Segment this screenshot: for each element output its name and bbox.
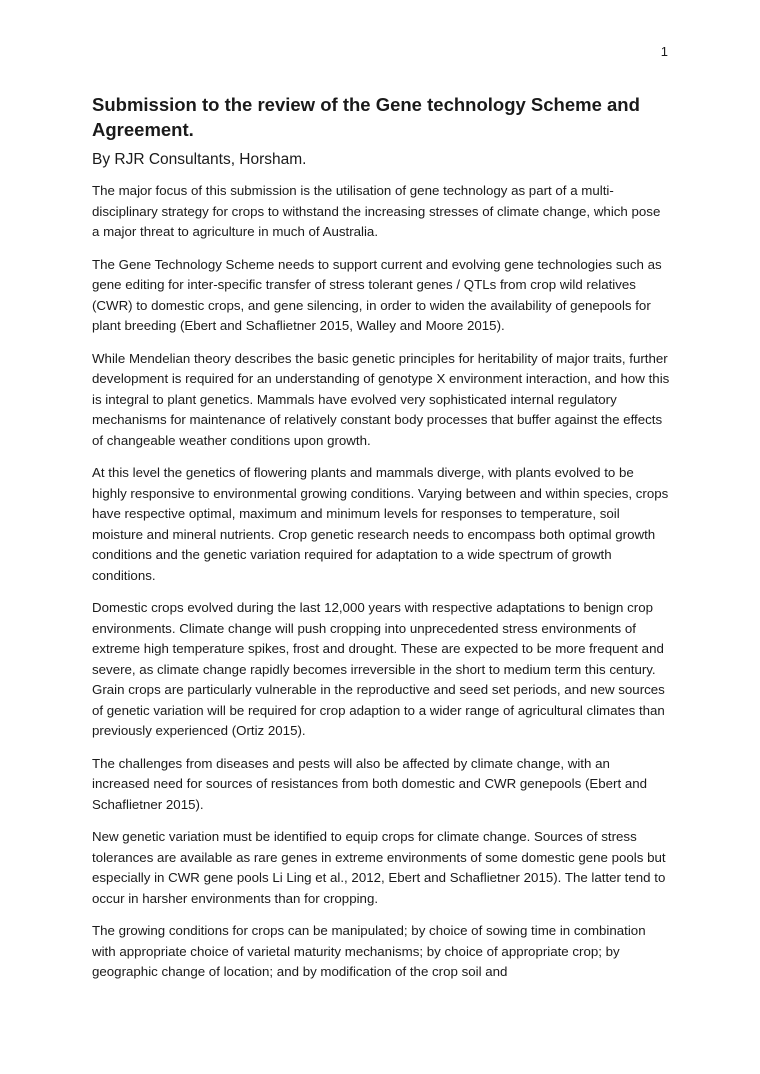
paragraph-7: New genetic variation must be identified to equip crops for climate change. Sources of stress tolerances are available as rare genes in extreme environments of some domestic gene pools but especially in CWR gene pools Li Ling et al., 2012, Ebert and Schaflietner 2015). The latter tend to occur in harsher environments than for cropping. [92, 829, 666, 906]
page-number: 1 [660, 44, 668, 59]
document-body [92, 92, 670, 995]
paragraph-8: The growing conditions for crops can be manipulated; by choice of sowing time in combination with appropriate choice of varietal maturity mechanisms; by choice of appropriate crop; by geographic change of location; and by modification of the crop soil and [92, 923, 646, 979]
document-byline: By RJR Consultants, Horsham. [92, 151, 307, 168]
paragraph-2: The Gene Technology Scheme needs to support current and evolving gene technologies such as gene editing for inter-specific transfer of stress tolerant genes / QTLs from crop wild relatives (CWR) to domestic crops, and gene silencing, in order to widen the availability of genepools for plant breeding (Ebert and Schaflietner 2015, Walley and Moore 2015). [92, 256, 662, 333]
paragraph-1: The major focus of this submission is the utilisation of gene technology as part of a multi-disciplinary strategy for crops to withstand the increasing stresses of climate change, which pose a major threat to agriculture in much of Australia. [92, 183, 661, 239]
paragraph-6: The challenges from diseases and pests will also be affected by climate change, with an increased need for sources of resistances from both domestic and CWR genepools (Ebert and Schaflietner 2015). [92, 755, 648, 812]
paragraph-4: At this level the genetics of flowering plants and mammals diverge, with plants evolved to be highly responsive to environmental growing conditions. Varying between and within species, crops have respective optimal, maximum and minimum levels for responses to temperature, soil moisture and mineral nutrients. Crop genetic research needs to encompass both optimal growth conditions and the genetic variation required for adaptation to a wide spectrum of growth conditions. [92, 465, 669, 583]
paragraph-5: Domestic crops evolved during the last 12,000 years with respective adaptations to benign crop environments. Climate change will push cropping into unprecedented stress environments of extreme high temperature spikes, frost and drought. These are expected to be more frequent and severe, as climate change rapidly becomes irreversible in the short to medium term this century. Grain crops are particularly vulnerable in the reproductive and seed set periods, and new sources of genetic variation will be required for crop adaption to a wider range of agricultural climates than previously experienced (Ortiz 2015). [92, 600, 665, 738]
paragraph-3: While Mendelian theory describes the basic genetic principles for heritability of major traits, further development is required for an understanding of genotype X environment interaction, and how this is integral to plant genetics. Mammals have evolved very sophisticated internal regulatory mechanisms for maintenance of relatively constant body processes that buffer against the effects of changeable weather conditions upon growth. [92, 350, 670, 448]
document-title: Submission to the review of the Gene technology Scheme and Agreement. [92, 94, 640, 140]
